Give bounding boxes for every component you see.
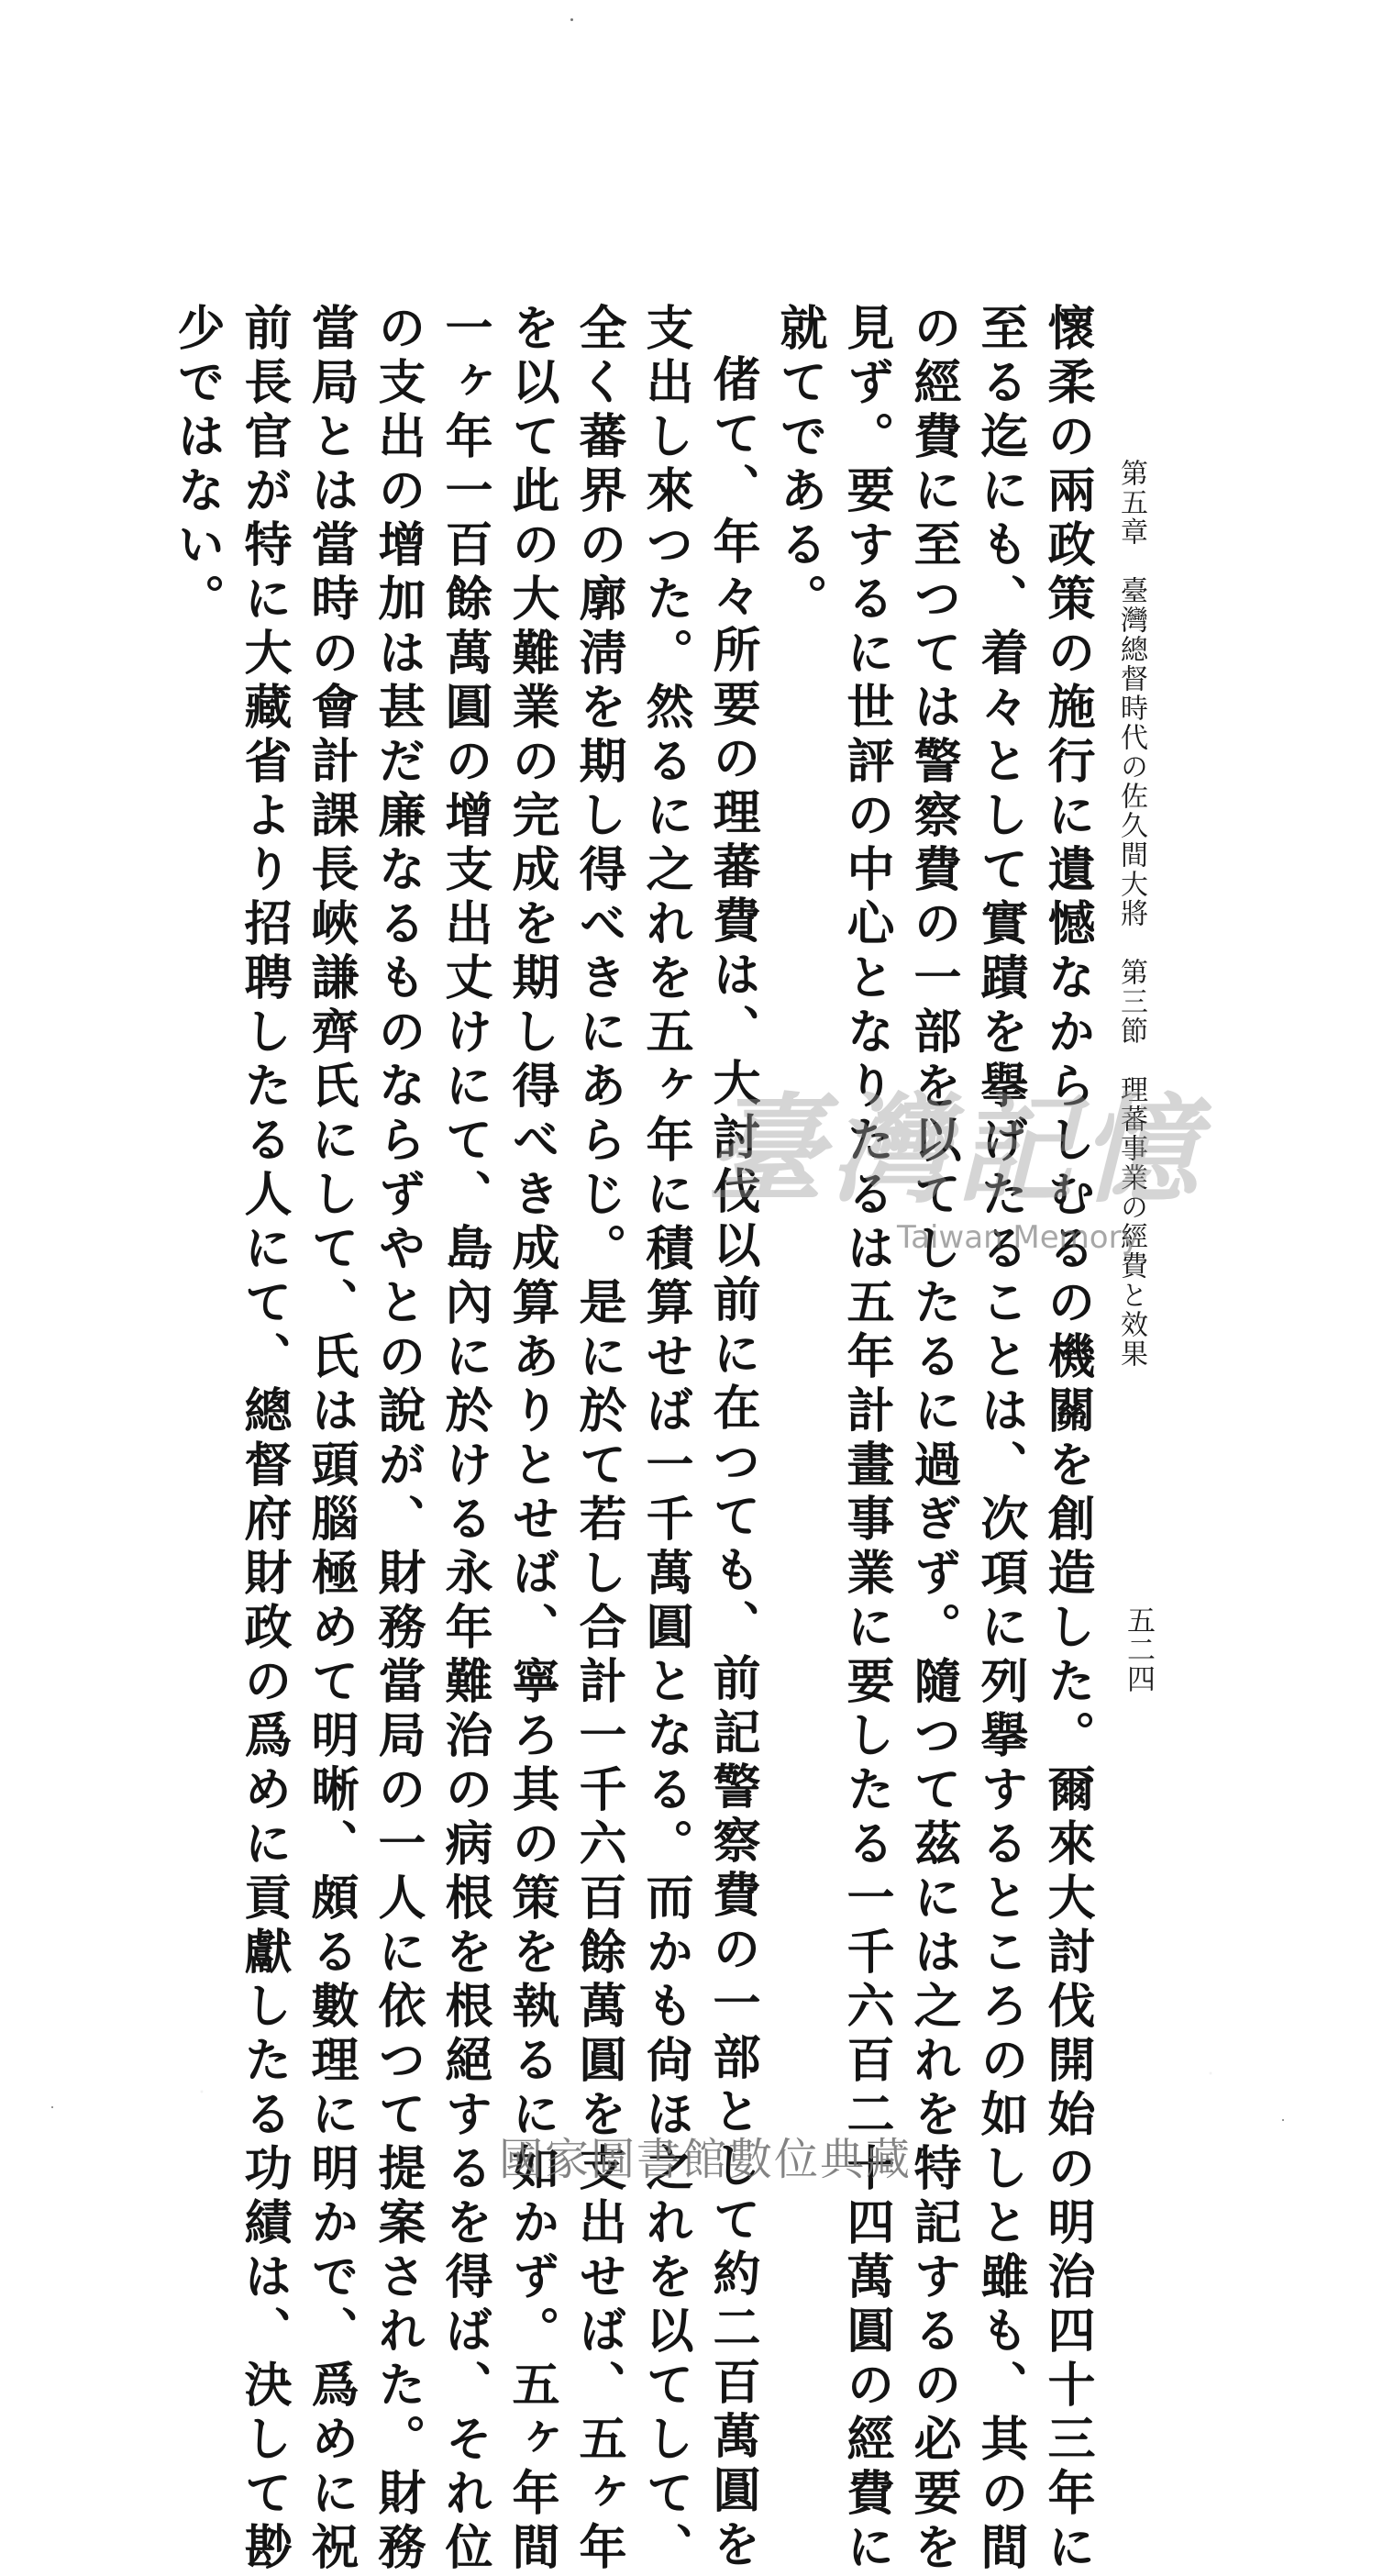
body-line: 一ヶ年一百餘萬圓の增支出丈けにて、島內に於ける永年難治の病根を根絕するを得ば、それ位 [437,303,492,2576]
body-line: 當局とは當時の會計課長峽謙齊氏にして、氏は頭腦極めて明晰、頗る數理に明かで、爲めに祝 [303,303,359,2576]
body-line: 全く蕃界の廓淸を期し得べきにあらじ。是に於て若し合計一千六百餘萬圓を支出せば、五ヶ年 [570,303,626,2576]
body-line: の經費に至つては警察費の一部を以てしたるに過ぎず。隨つて茲には之れを特記するの必要を [905,303,961,2576]
body-line: 就てである。 [771,303,827,627]
dust-speck [51,2106,53,2108]
body-line: 少ではない。 [169,303,225,627]
running-head: 第五章 臺灣總督時代の佐久間大將 第三節 理蕃事業の經費と效果 [1115,459,1147,1369]
body-line: 前長官が特に大藏省より招聘したる人にて、總督府財政の爲めに貢獻したる功績は、決して尠 [236,303,292,2576]
body-line: 懷柔の兩政策の施行に遺憾なからしむるの機關を創造した。爾來大討伐開始の明治四十三年に [1039,303,1095,2576]
body-line: 見ず。要するに世評の中心となりたるは五年計畫事業に要したる一千六百二十四萬圓の經費に [838,303,894,2576]
body-line: の支出の增加は甚だ廉なるものならずやとの說が、財務當局の一人に依つて提案された。財務 [370,303,426,2576]
body-line: 支出し來つた。然るに之れを五ヶ年に積算せば一千萬圓となる。而かも尙ほ之れを以てして、 [637,303,693,2576]
page-number: 五二四 [1122,1605,1155,1693]
watermark-logo-text: 臺灣記憶 [706,1082,1206,1219]
dust-speck [570,18,573,21]
body-line: 偖て、年々所要の理蕃費は、大討伐以前に在つても、前記警察費の一部として約二百萬圓を [704,354,760,2573]
body-line: を以て此の大難業の完成を期し得べき成算ありとせば、寧ろ其の策を執るに如かず。五ヶ年間 [503,303,559,2576]
watermark-subtitle: Taiwan Memory [897,1219,1140,1256]
archive-footer: 國家圖書館數位典藏 [499,2134,913,2185]
body-line: 至る迄にも、着々として實蹟を擧げたることは、次項に列擧するところの如しと雖も、其の間 [972,303,1028,2576]
dust-speck [1282,2119,1284,2121]
